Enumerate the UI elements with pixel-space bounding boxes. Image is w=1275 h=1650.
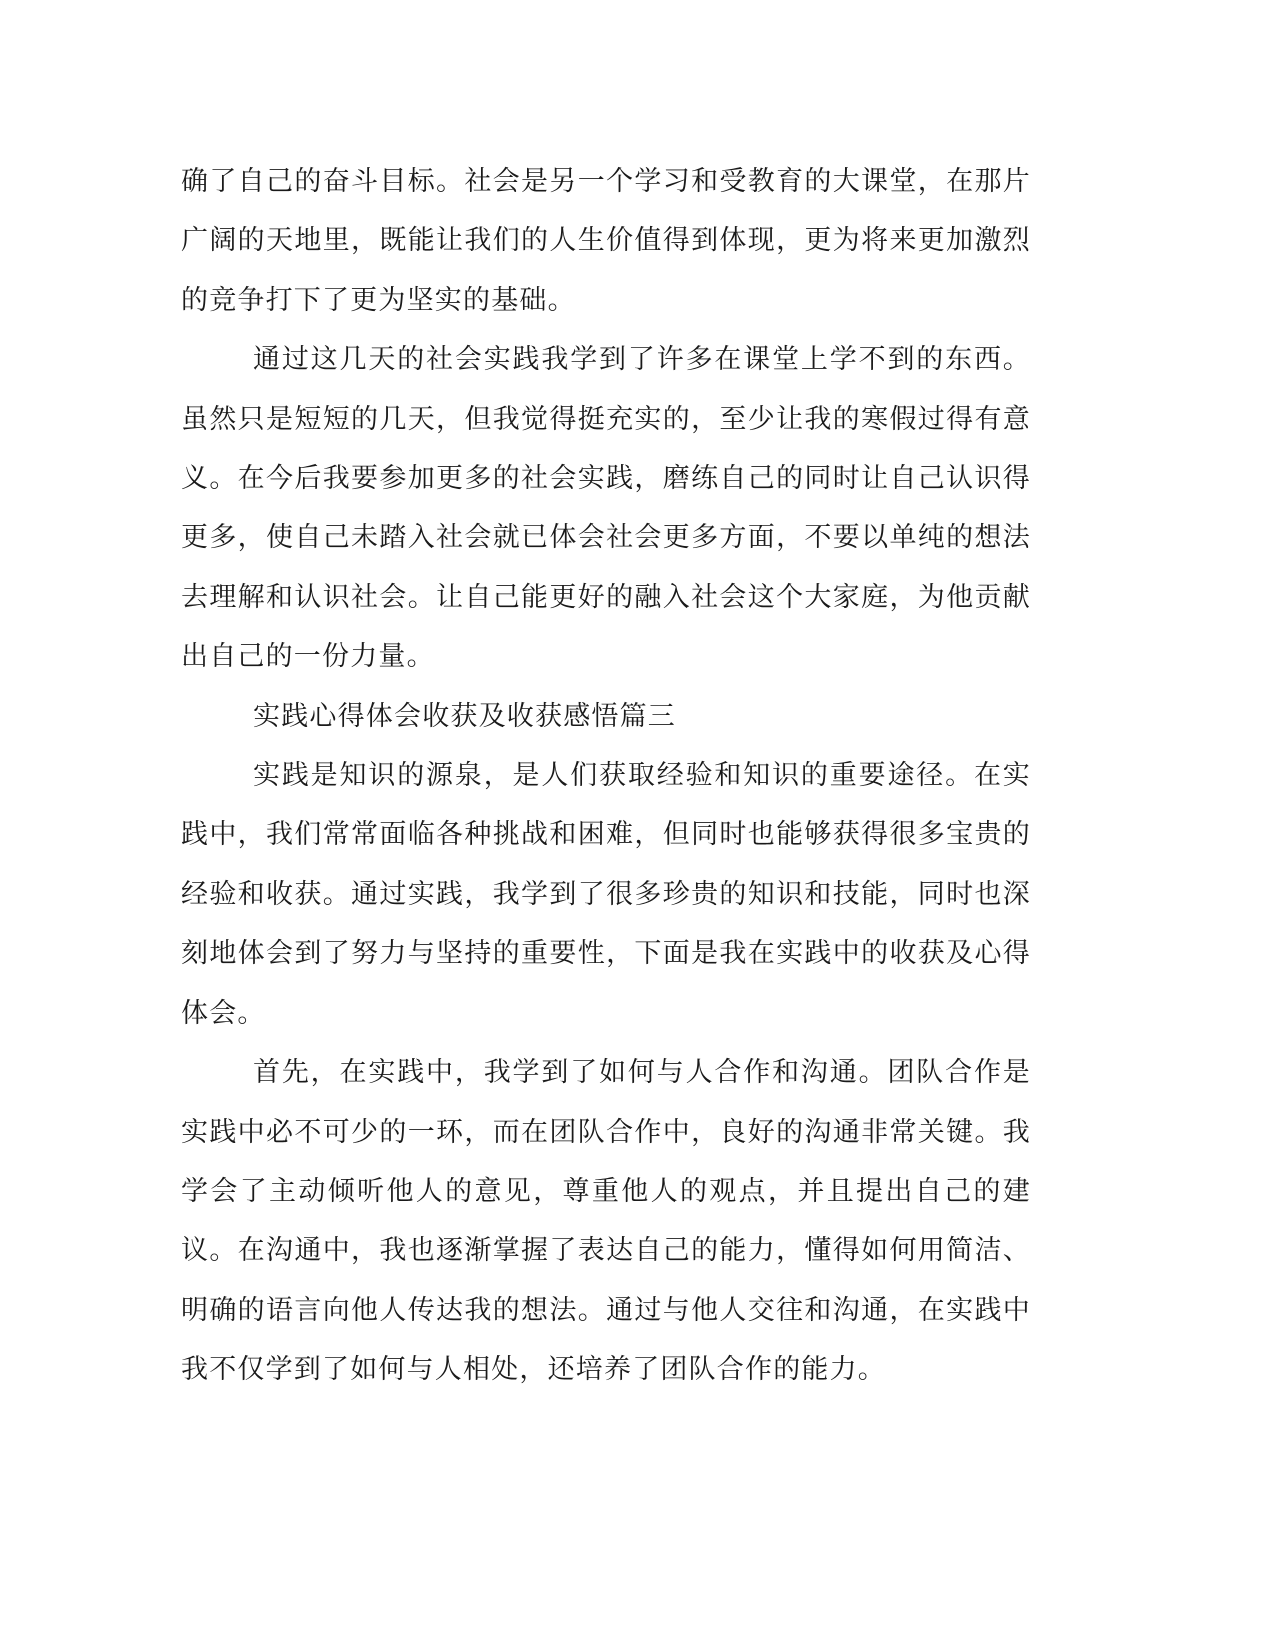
paragraph-practice-intro: 实践是知识的源泉，是人们获取经验和知识的重要途径。在实践中，我们常常面临各种挑战和困难，但同时也能够获得很多宝贵的经验和收获。通过实践，我学到了很多珍贵的知识和技能，同时也深刻地体会到了努力与坚持的重要性，下面是我在实践中的收获及心得体会。 bbox=[181, 760, 1031, 1029]
paragraph-continuation: 确了自己的奋斗目标。社会是另一个学习和受教育的大课堂，在那片广阔的天地里，既能让我们的人生价值得到体现，更为将来更加激烈的竞争打下了更为坚实的基础。 bbox=[181, 166, 1031, 316]
section-heading: 实践心得体会收获及收获感悟篇三 bbox=[253, 700, 676, 732]
paragraph-social-practice: 通过这几天的社会实践我学到了许多在课堂上学不到的东西。虽然只是短短的几天，但我觉得挺充实的，至少让我的寒假过得有意义。在今后我要参加更多的社会实践，磨练自己的同时让自己认识得更多，使自己未踏入社会就已体会社会更多方面，不要以单纯的想法去理解和认识社会。让自己能更好的融入社会这个大家庭，为他贡献出自己的一份力量。 bbox=[181, 344, 1031, 673]
document-body bbox=[181, 152, 1031, 1400]
paragraph-cooperation: 首先，在实践中，我学到了如何与人合作和沟通。团队合作是实践中必不可少的一环，而在团队合作中，良好的沟通非常关键。我学会了主动倾听他人的意见，尊重他人的观点，并且提出自己的建议。在沟通中，我也逐渐掌握了表达自己的能力，懂得如何用简洁、明确的语言向他人传达我的想法。通过与他人交往和沟通，在实践中我不仅学到了如何与人相处，还培养了团队合作的能力。 bbox=[181, 1057, 1031, 1386]
